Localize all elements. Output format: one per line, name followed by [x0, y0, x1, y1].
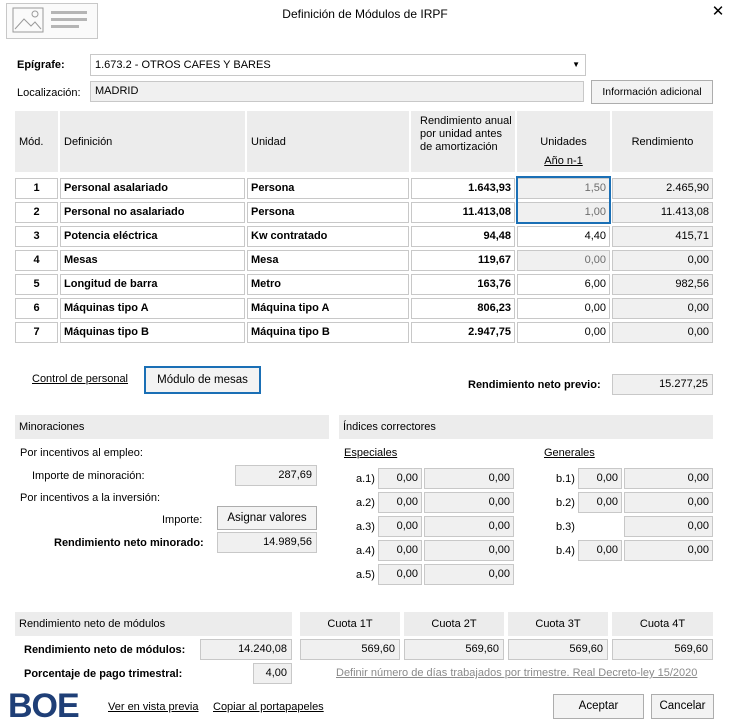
cancelar-button[interactable]: Cancelar [651, 694, 714, 719]
especial-label: a.5) [356, 569, 375, 581]
row-unidad: Persona [247, 178, 409, 199]
epigrafe-value: 1.673.2 - OTROS CAFES Y BARES [95, 59, 271, 71]
importe-label: Importe: [162, 514, 203, 526]
row-unidades: 1,50 [517, 178, 610, 199]
localizacion-label: Localización: [17, 87, 81, 99]
info-adicional-button[interactable]: Información adicional [591, 80, 713, 104]
row-rend-unidad: 94,48 [411, 226, 515, 247]
boe-logo-text: BOE [8, 687, 79, 721]
importe-minoracion-value: 287,69 [235, 465, 317, 486]
row-unidades: 1,00 [517, 202, 610, 223]
row-unidades[interactable]: 0,00 [517, 298, 610, 319]
chevron-down-icon: ▼ [572, 60, 580, 69]
especial-value-1: 0,00 [378, 468, 422, 489]
general-value-1: 0,00 [578, 492, 622, 513]
row-unidades[interactable]: 6,00 [517, 274, 610, 295]
especial-label: a.3) [356, 521, 375, 533]
row-rend-unidad: 1.643,93 [411, 178, 515, 199]
row-definicion: Longitud de barra [60, 274, 245, 295]
porcentaje-value: 4,00 [253, 663, 292, 684]
boe-logo [8, 685, 88, 721]
rend-minorado-value: 14.989,56 [217, 532, 317, 553]
general-label: b.2) [556, 497, 575, 509]
especial-value-2: 0,00 [424, 540, 514, 561]
row-rend-unidad: 119,67 [411, 250, 515, 271]
cuota-2t-header: Cuota 2T [404, 612, 504, 636]
row-rendimiento: 0,00 [612, 322, 713, 343]
rend-minorado-label: Rendimiento neto minorado: [54, 537, 204, 549]
row-rendimiento: 415,71 [612, 226, 713, 247]
minoraciones-title: Minoraciones [15, 415, 329, 439]
especiales-label: Especiales [344, 447, 398, 459]
general-value-2: 0,00 [624, 492, 713, 513]
row-mod: 6 [15, 298, 58, 319]
cuota-3t-value: 569,60 [508, 639, 608, 660]
row-definicion: Personal no asalariado [60, 202, 245, 223]
especial-value-2: 0,00 [424, 516, 514, 537]
row-rendimiento: 2.465,90 [612, 178, 713, 199]
row-definicion: Mesas [60, 250, 245, 271]
header-rendimiento: Rendimiento [612, 111, 713, 172]
rend-neto-previo-label: Rendimiento neto previo: [468, 379, 601, 391]
row-unidad: Persona [247, 202, 409, 223]
row-mod: 3 [15, 226, 58, 247]
general-label: b.3) [556, 521, 575, 533]
modulo-mesas-button[interactable]: Módulo de mesas [144, 366, 261, 394]
row-mod: 4 [15, 250, 58, 271]
general-value-2: 0,00 [624, 540, 713, 561]
row-rend-unidad: 806,23 [411, 298, 515, 319]
localizacion-field: MADRID [90, 81, 584, 102]
row-unidad: Kw contratado [247, 226, 409, 247]
especial-label: a.4) [356, 545, 375, 557]
cuota-1t-header: Cuota 1T [300, 612, 400, 636]
especial-value-1: 0,00 [378, 492, 422, 513]
incentivos-inversion-label: Por incentivos a la inversión: [20, 492, 161, 504]
general-value-1: 0,00 [578, 540, 622, 561]
porcentaje-label: Porcentaje de pago trimestral: [24, 668, 183, 680]
aceptar-button[interactable]: Aceptar [553, 694, 644, 719]
header-mod: Mód. [15, 111, 58, 172]
row-rend-unidad: 11.413,08 [411, 202, 515, 223]
general-value-2: 0,00 [624, 516, 713, 537]
row-unidades[interactable]: 4,40 [517, 226, 610, 247]
row-unidades[interactable]: 0,00 [517, 322, 610, 343]
general-label: b.1) [556, 473, 575, 485]
row-mod: 5 [15, 274, 58, 295]
importe-minoracion-label: Importe de minoración: [32, 470, 145, 482]
general-value-1: 0,00 [578, 468, 622, 489]
rend-neto-modulos-title: Rendimiento neto de módulos [15, 612, 292, 636]
especial-value-1: 0,00 [378, 564, 422, 585]
row-rendimiento: 0,00 [612, 298, 713, 319]
epigrafe-label: Epígrafe: [17, 59, 65, 71]
indices-title: Índices correctores [339, 415, 713, 439]
row-definicion: Máquinas tipo A [60, 298, 245, 319]
rend-neto-modulos-label: Rendimiento neto de módulos: [24, 644, 186, 656]
header-unidades: Unidades Año n-1 [517, 111, 610, 172]
row-definicion: Potencia eléctrica [60, 226, 245, 247]
row-rendimiento: 0,00 [612, 250, 713, 271]
asignar-valores-button[interactable]: Asignar valores [217, 506, 317, 530]
general-label: b.4) [556, 545, 575, 557]
row-rend-unidad: 163,76 [411, 274, 515, 295]
cuota-1t-value: 569,60 [300, 639, 400, 660]
especial-value-1: 0,00 [378, 540, 422, 561]
row-unidad: Metro [247, 274, 409, 295]
incentivos-empleo-label: Por incentivos al empleo: [20, 447, 143, 459]
row-rendimiento: 982,56 [612, 274, 713, 295]
especial-value-2: 0,00 [424, 492, 514, 513]
especial-label: a.2) [356, 497, 375, 509]
vista-previa-link[interactable]: Ver en vista previa [108, 701, 199, 713]
window-title: Definición de Módulos de IRPF [282, 7, 448, 21]
general-value-2: 0,00 [624, 468, 713, 489]
especial-value-2: 0,00 [424, 564, 514, 585]
real-decreto-link[interactable]: Definir número de días trabajados por trimestre. Real Decreto-ley 15/2020 [336, 667, 698, 679]
row-mod: 1 [15, 178, 58, 199]
rend-neto-previo-value: 15.277,25 [612, 374, 713, 395]
row-unidad: Máquina tipo A [247, 298, 409, 319]
row-definicion: Máquinas tipo B [60, 322, 245, 343]
cuota-2t-value: 569,60 [404, 639, 504, 660]
row-unidades: 0,00 [517, 250, 610, 271]
anio-link[interactable]: Año n-1 [544, 155, 583, 167]
header-unidad: Unidad [247, 111, 409, 172]
row-unidad: Mesa [247, 250, 409, 271]
cuota-4t-value: 569,60 [612, 639, 713, 660]
control-personal-link[interactable]: Control de personal [32, 373, 129, 385]
row-mod: 2 [15, 202, 58, 223]
especial-value-1: 0,00 [378, 516, 422, 537]
generales-label: Generales [544, 447, 595, 459]
cuota-3t-header: Cuota 3T [508, 612, 608, 636]
header-definicion: Definición [60, 111, 245, 172]
row-unidad: Máquina tipo B [247, 322, 409, 343]
cuota-4t-header: Cuota 4T [612, 612, 713, 636]
especial-value-2: 0,00 [424, 468, 514, 489]
especial-label: a.1) [356, 473, 375, 485]
row-mod: 7 [15, 322, 58, 343]
header-rendimiento-anual: Rendimiento anual por unidad antes de amortización [411, 111, 515, 172]
copiar-link[interactable]: Copiar al portapapeles [213, 701, 324, 713]
close-icon[interactable]: ✕ [711, 3, 725, 20]
row-rend-unidad: 2.947,75 [411, 322, 515, 343]
row-definicion: Personal asalariado [60, 178, 245, 199]
row-rendimiento: 11.413,08 [612, 202, 713, 223]
rend-neto-modulos-value: 14.240,08 [200, 639, 292, 660]
epigrafe-select[interactable] [90, 54, 586, 76]
